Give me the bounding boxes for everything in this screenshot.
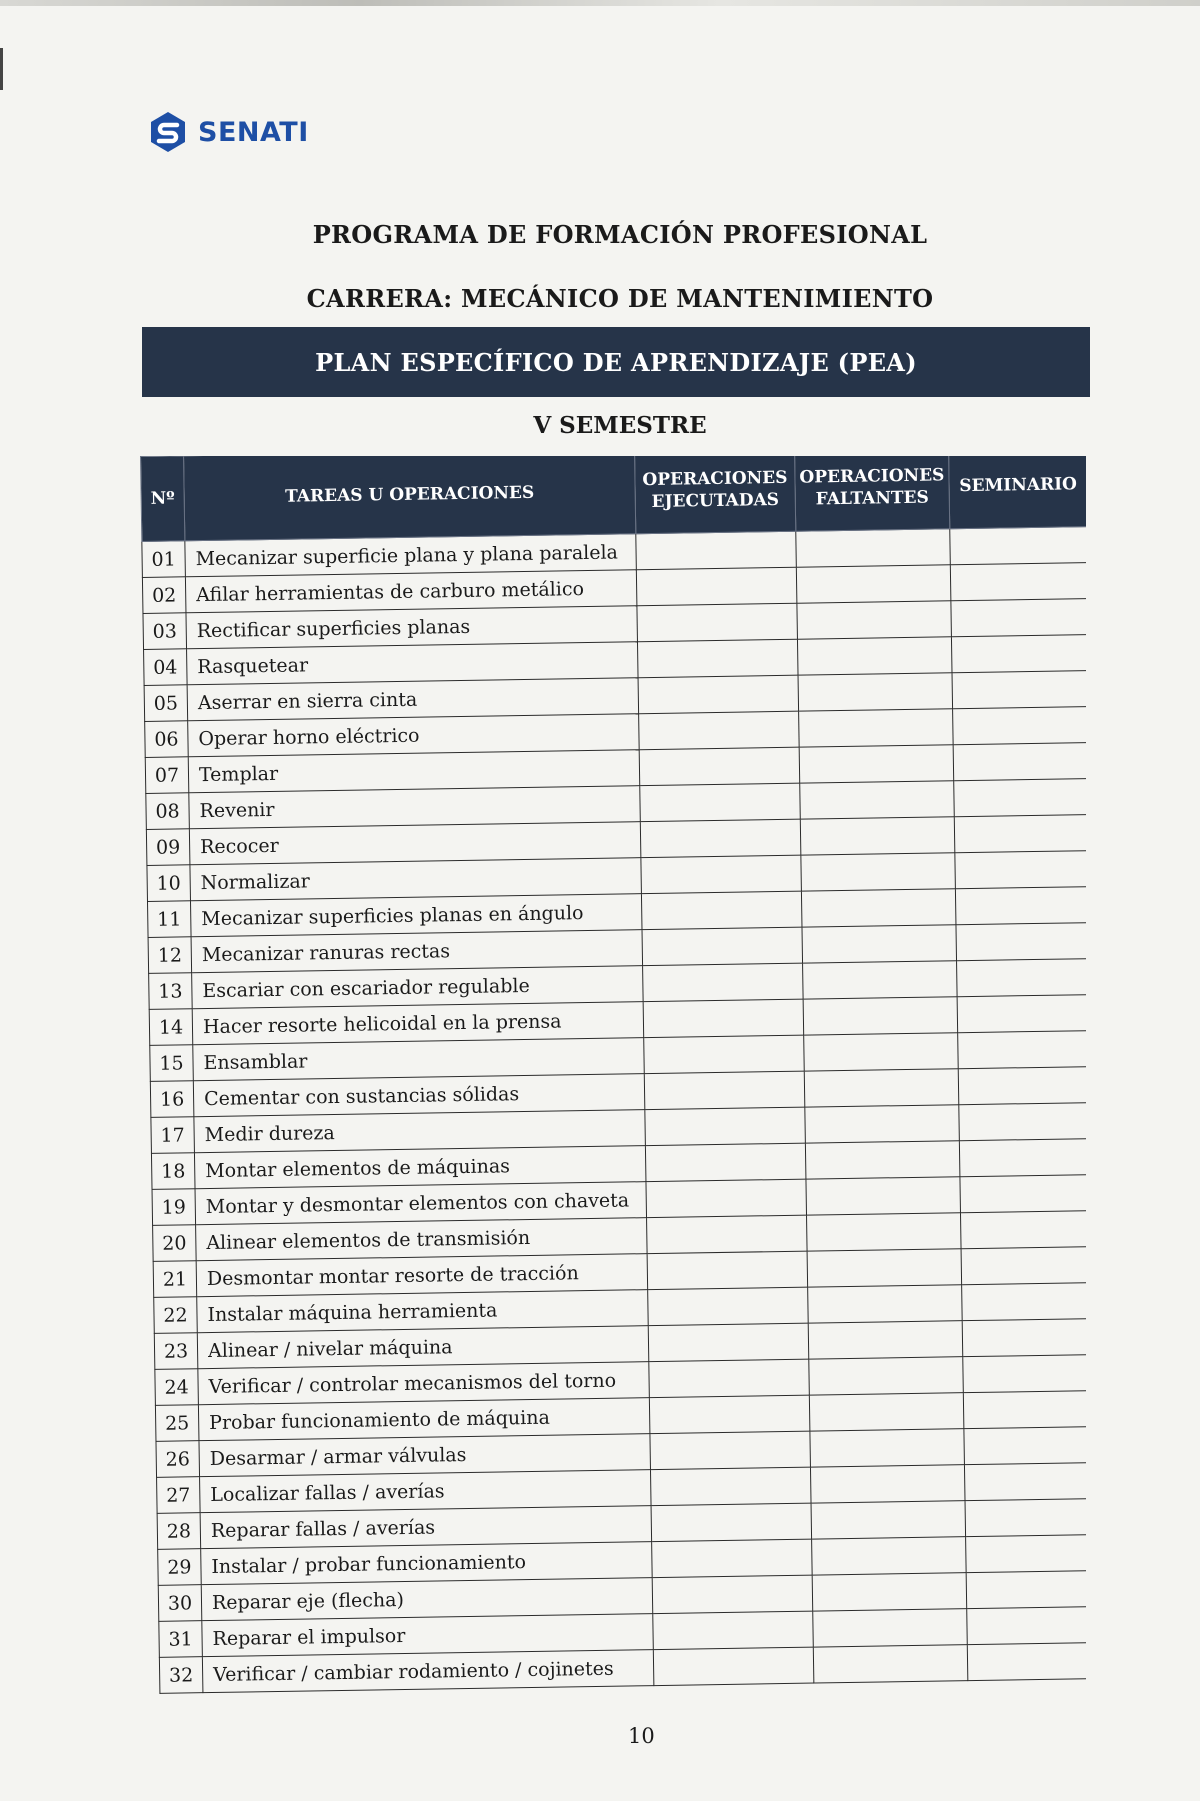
missing-cell bbox=[796, 565, 951, 603]
senati-logo bbox=[146, 110, 309, 154]
seminar-cell bbox=[950, 563, 1086, 601]
row-task: Reparar eje (flecha) bbox=[201, 1578, 653, 1621]
row-task: Montar elementos de máquinas bbox=[194, 1146, 646, 1189]
row-task: Escariar con escariador regulable bbox=[192, 966, 644, 1009]
executed-cell bbox=[653, 1611, 814, 1650]
seminar-cell bbox=[967, 1606, 1086, 1644]
row-task: Probar funcionamiento de máquina bbox=[198, 1398, 650, 1441]
missing-cell bbox=[813, 1645, 968, 1683]
missing-cell bbox=[810, 1429, 965, 1467]
executed-cell bbox=[649, 1395, 810, 1434]
missing-cell bbox=[800, 781, 955, 819]
row-number: 09 bbox=[146, 829, 190, 866]
missing-cell bbox=[809, 1393, 964, 1431]
seminar-cell bbox=[964, 1463, 1086, 1501]
row-task: Hacer resorte helicoidal en la prensa bbox=[192, 1002, 644, 1045]
scan-edge-top bbox=[0, 0, 1200, 6]
row-number: 29 bbox=[158, 1549, 202, 1586]
row-task: Alinear elementos de transmisión bbox=[196, 1218, 648, 1261]
row-number: 21 bbox=[153, 1261, 197, 1298]
missing-cell bbox=[807, 1249, 962, 1287]
row-task: Alinear / nivelar máquina bbox=[197, 1326, 649, 1369]
executed-cell bbox=[652, 1539, 813, 1578]
row-number: 03 bbox=[143, 613, 187, 650]
row-task: Recocer bbox=[189, 822, 641, 865]
missing-cell bbox=[806, 1177, 961, 1215]
executed-cell bbox=[639, 711, 800, 750]
row-task: Verificar / cambiar rodamiento / cojinetes bbox=[202, 1650, 654, 1693]
seminar-cell bbox=[958, 1067, 1086, 1105]
seminar-cell bbox=[955, 887, 1086, 925]
executed-cell bbox=[644, 1035, 805, 1074]
logo-text: SENATI bbox=[198, 116, 309, 148]
missing-cell bbox=[798, 673, 953, 711]
missing-cell bbox=[812, 1537, 967, 1575]
pea-table bbox=[140, 456, 1086, 1694]
seminar-cell bbox=[956, 923, 1086, 961]
executed-cell bbox=[648, 1323, 809, 1362]
row-task: Rectificar superficies planas bbox=[186, 606, 638, 649]
row-task: Revenir bbox=[189, 786, 641, 829]
executed-cell bbox=[643, 999, 804, 1038]
executed-cell bbox=[650, 1467, 811, 1506]
row-number: 32 bbox=[159, 1657, 203, 1694]
row-number: 12 bbox=[148, 937, 192, 974]
executed-cell bbox=[638, 675, 799, 714]
row-number: 10 bbox=[147, 865, 191, 902]
executed-cell bbox=[648, 1287, 809, 1326]
row-task: Mecanizar superficie plana y plana paralela bbox=[185, 534, 637, 577]
seminar-cell bbox=[957, 959, 1086, 997]
missing-cell bbox=[810, 1465, 965, 1503]
missing-cell bbox=[811, 1501, 966, 1539]
row-task: Cementar con sustancias sólidas bbox=[193, 1074, 645, 1117]
missing-cell bbox=[812, 1573, 967, 1611]
row-task: Afilar herramientas de carburo metálico bbox=[185, 570, 637, 613]
seminar-cell bbox=[965, 1499, 1086, 1537]
seminar-cell bbox=[959, 1139, 1086, 1177]
missing-cell bbox=[805, 1105, 960, 1143]
row-task: Montar y desmontar elementos con chaveta bbox=[195, 1182, 647, 1225]
row-number: 17 bbox=[151, 1117, 195, 1154]
row-task: Verificar / controlar mecanismos del torno bbox=[198, 1362, 650, 1405]
seminar-cell bbox=[958, 1031, 1086, 1069]
executed-cell bbox=[637, 603, 798, 642]
missing-cell bbox=[801, 889, 956, 927]
row-number: 20 bbox=[153, 1225, 197, 1262]
row-task: Desmontar montar resorte de tracción bbox=[196, 1254, 648, 1297]
row-task: Medir dureza bbox=[194, 1110, 646, 1153]
row-task: Mecanizar superficies planas en ángulo bbox=[190, 894, 642, 937]
row-number: 01 bbox=[142, 541, 186, 578]
executed-cell bbox=[640, 819, 801, 858]
pea-table-container bbox=[140, 456, 1086, 1801]
row-number: 04 bbox=[144, 649, 188, 686]
row-number: 23 bbox=[154, 1333, 198, 1370]
executed-cell bbox=[637, 639, 798, 678]
executed-cell bbox=[643, 963, 804, 1002]
row-number: 28 bbox=[157, 1513, 201, 1550]
row-number: 31 bbox=[159, 1621, 203, 1658]
row-number: 08 bbox=[146, 793, 190, 830]
seminar-cell bbox=[954, 815, 1086, 853]
career-title: CARRERA: MECÁNICO DE MANTENIMIENTO bbox=[306, 284, 934, 313]
seminar-cell bbox=[964, 1427, 1086, 1465]
row-number: 30 bbox=[158, 1585, 202, 1622]
column-header-missing: OPERACIONES FALTANTES bbox=[794, 456, 949, 531]
missing-cell bbox=[804, 1033, 959, 1071]
row-task: Aserrar en sierra cinta bbox=[187, 678, 639, 721]
program-title: PROGRAMA DE FORMACIÓN PROFESIONAL bbox=[312, 220, 928, 249]
executed-cell bbox=[636, 531, 797, 570]
missing-cell bbox=[799, 745, 954, 783]
seminar-cell bbox=[951, 599, 1086, 637]
row-task: Reparar el impulsor bbox=[202, 1614, 654, 1657]
row-number: 26 bbox=[156, 1441, 200, 1478]
missing-cell bbox=[797, 637, 952, 675]
seminar-cell bbox=[961, 1247, 1086, 1285]
table-body bbox=[142, 527, 1086, 1694]
senati-logo-icon bbox=[146, 110, 190, 154]
executed-cell bbox=[645, 1107, 806, 1146]
seminar-cell bbox=[962, 1283, 1086, 1321]
semester-heading: V SEMESTRE bbox=[533, 412, 707, 439]
row-number: 27 bbox=[157, 1477, 201, 1514]
column-header-num: Nº bbox=[141, 456, 185, 541]
seminar-cell bbox=[962, 1319, 1086, 1357]
row-number: 07 bbox=[145, 757, 189, 794]
row-task: Reparar fallas / averías bbox=[200, 1506, 652, 1549]
seminar-cell bbox=[951, 635, 1086, 673]
executed-cell bbox=[647, 1215, 808, 1254]
missing-cell bbox=[813, 1609, 968, 1647]
scan-edge-mark bbox=[0, 48, 3, 90]
pea-banner bbox=[142, 327, 1090, 397]
missing-cell bbox=[807, 1213, 962, 1251]
row-task: Operar horno eléctrico bbox=[188, 714, 640, 757]
executed-cell bbox=[649, 1359, 810, 1398]
executed-cell bbox=[650, 1431, 811, 1470]
row-task: Rasquetear bbox=[187, 642, 639, 685]
missing-cell bbox=[803, 997, 958, 1035]
missing-cell bbox=[796, 529, 951, 567]
seminar-cell bbox=[966, 1570, 1086, 1608]
executed-cell bbox=[653, 1647, 814, 1686]
executed-cell bbox=[652, 1575, 813, 1614]
row-task: Desarmar / armar válvulas bbox=[199, 1434, 651, 1477]
column-header-executed: OPERACIONES EJECUTADAS bbox=[634, 456, 795, 534]
executed-cell bbox=[639, 747, 800, 786]
row-number: 18 bbox=[151, 1153, 195, 1190]
row-number: 05 bbox=[144, 685, 188, 722]
seminar-cell bbox=[960, 1211, 1086, 1249]
row-task: Ensamblar bbox=[193, 1038, 645, 1081]
executed-cell bbox=[642, 927, 803, 966]
row-task: Normalizar bbox=[190, 858, 642, 901]
missing-cell bbox=[797, 601, 952, 639]
row-number: 16 bbox=[150, 1081, 194, 1118]
executed-cell bbox=[641, 891, 802, 930]
row-number: 06 bbox=[145, 721, 189, 758]
executed-cell bbox=[641, 855, 802, 894]
row-number: 02 bbox=[142, 577, 186, 614]
missing-cell bbox=[801, 853, 956, 891]
seminar-cell bbox=[967, 1642, 1086, 1680]
row-task: Instalar máquina herramienta bbox=[197, 1290, 649, 1333]
page-number: 10 bbox=[628, 1724, 655, 1748]
seminar-cell bbox=[952, 671, 1086, 709]
seminar-cell bbox=[966, 1534, 1086, 1572]
missing-cell bbox=[803, 961, 958, 999]
row-number: 11 bbox=[147, 901, 191, 938]
missing-cell bbox=[800, 817, 955, 855]
seminar-cell bbox=[960, 1175, 1086, 1213]
missing-cell bbox=[805, 1141, 960, 1179]
executed-cell bbox=[645, 1143, 806, 1182]
executed-cell bbox=[646, 1179, 807, 1218]
row-task: Mecanizar ranuras rectas bbox=[191, 930, 643, 973]
seminar-cell bbox=[957, 995, 1086, 1033]
executed-cell bbox=[647, 1251, 808, 1290]
seminar-cell bbox=[963, 1391, 1086, 1429]
row-number: 24 bbox=[155, 1369, 199, 1406]
row-task: Instalar / probar funcionamiento bbox=[201, 1542, 653, 1585]
missing-cell bbox=[808, 1321, 963, 1359]
missing-cell bbox=[802, 925, 957, 963]
row-number: 14 bbox=[149, 1009, 193, 1046]
seminar-cell bbox=[953, 707, 1086, 745]
executed-cell bbox=[636, 567, 797, 606]
seminar-cell bbox=[955, 851, 1086, 889]
seminar-cell bbox=[963, 1355, 1086, 1393]
row-number: 19 bbox=[152, 1189, 196, 1226]
seminar-cell bbox=[953, 743, 1086, 781]
missing-cell bbox=[808, 1285, 963, 1323]
executed-cell bbox=[651, 1503, 812, 1542]
executed-cell bbox=[640, 783, 801, 822]
executed-cell bbox=[644, 1071, 805, 1110]
row-number: 13 bbox=[149, 973, 193, 1010]
row-number: 22 bbox=[154, 1297, 198, 1334]
row-task: Templar bbox=[188, 750, 640, 793]
missing-cell bbox=[809, 1357, 964, 1395]
missing-cell bbox=[804, 1069, 959, 1107]
seminar-cell bbox=[959, 1103, 1086, 1141]
row-number: 25 bbox=[155, 1405, 199, 1442]
seminar-cell bbox=[950, 527, 1086, 565]
row-task: Localizar fallas / averías bbox=[200, 1470, 652, 1513]
column-header-seminar: SEMINARIO bbox=[948, 456, 1086, 529]
seminar-cell bbox=[954, 779, 1086, 817]
column-header-task: TAREAS U OPERACIONES bbox=[184, 456, 636, 541]
missing-cell bbox=[799, 709, 954, 747]
pea-banner-text: PLAN ESPECÍFICO DE APRENDIZAJE (PEA) bbox=[315, 347, 917, 377]
row-number: 15 bbox=[150, 1045, 194, 1082]
